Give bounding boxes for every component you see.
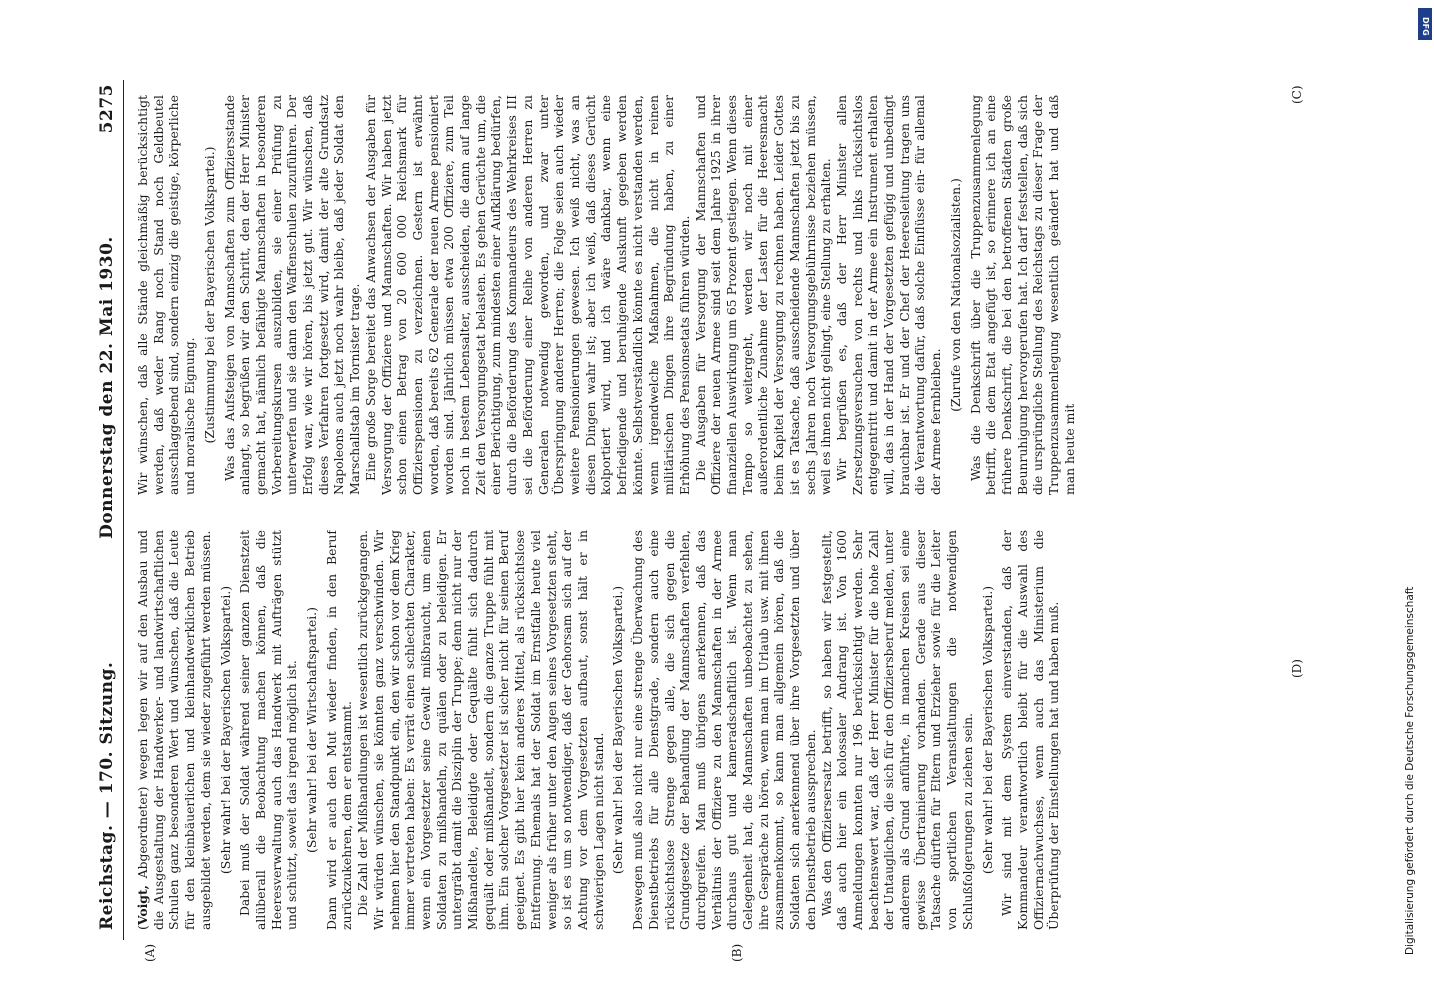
left-column [135, 530, 1245, 930]
right-paragraph-2: Was das Aufsteigen von Mannschaften zum Offiziersstande anlangt, so begrüßen wir den Schritt, den der Herr Minister gemacht hat, nämlich befähigte Mannschaften in besonderen Vorbereitungskursen auszubilden, sie einer Prüfung zu unterwerfen und sie dann den Waffenschulen zuzuführen. Der Erfolg war, wie wir hören, bis jetzt gut. Wir wünschen, daß dieses Verfahren fortgesetzt wird, damit der alte Grundsatz Napoleons auch jetzt noch wahr bleibe, daß jeder Soldat den Marschallstab im Tornister trage. [221, 95, 363, 495]
right-paragraph-6: Was die Denkschrift über die Truppenzusammenlegung betrifft, die dem Etat angefügt ist, so erinnere ich an eine frühere Denkschrift, die bei den betroffenen Städten große Beunruhigung hervorgerufen hat. Ich darf feststellen, daß sich die ursprüngliche Stellung des Reichstags zu dieser Frage der Truppenzusammenlegung wesentlich geändert hat und daß man heute mit [967, 95, 1077, 495]
header-rule [123, 80, 124, 940]
left-paragraph-5: Deswegen muß also nicht nur eine strenge Überwachung des Dienstbetriebs für alle Dienstgrade, sondern auch eine rücksichtslose Strenge gegen alle, die sich gegen die Grundgesetze der Behandlung der Mannschaften verfehlen, durchgreifen. Man muß übrigens anerkennen, daß das Verhältnis der Offiziere zu den Mannschaften in der Armee durchaus gut und kameradschaftlich ist. Wenn man Gelegenheit hat, die Mannschaften unbeobachtet zu sehen, ihre Gespräche zu hören, wenn man im Urlaub usw. mit ihnen zusammenkommt, so kann man allgemein hören, daß die Soldaten sich anerkennend über ihre Vorgesetzten und über den Dienstbetrieb aussprechen. [630, 530, 818, 930]
right-paragraph-1: Wir wünschen, daß alle Stände gleichmäßig berücksichtigt werden, daß weder Rang noch Stand noch Geldbeutel ausschlaggebend sind, sondern einzig die geistige, körperliche und moralische Eignung. [135, 95, 198, 495]
margin-mark-a: (A) [143, 943, 157, 962]
page-number: 5275 [97, 84, 117, 134]
speaker-role: Abgeordneter) [135, 786, 150, 879]
interjection: (Zurufe von den Nationalsozialisten.) [947, 178, 963, 412]
margin-mark-d: (D) [1290, 659, 1304, 678]
left-paragraph-7: Wir sind mit dem System einverstanden, daß der Kommandeur verantwortlich bleibt für die Auswahl des Offiziernachwuchses, wenn auch das Ministerium die Überprüfung der Einstellungen hat und haben muß. [999, 530, 1062, 930]
rotated-page [95, 80, 1325, 962]
left-paragraph-1: (Voigt, Abgeordneter) wegen legen wir auf den Ausbau und die Ausgestaltung der Handwerker- und landwirtschaftlichen Schulen ganz besonderen Wert und wünschen, daß die Leute für den kleinbäuerlichen und kleinhandwerklichen Betrieb ausgebildet werden, dem sie wieder zugeführt werden müssen. [135, 530, 213, 930]
digitization-credit: Digitalisierung gefördert durch die Deutsche Forschungsgemeinschaft [1404, 586, 1416, 955]
margin-mark-c: (C) [1290, 85, 1304, 104]
interjection: (Sehr wahr! bei der Bayerischen Volkspartei.) [217, 585, 233, 875]
dfg-logo: DFG [1418, 8, 1432, 40]
left-paragraph-2: Dabei muß der Soldat während seiner ganzen Dienstzeit allüberall die Beobachtung machen können, daß die Heeresverwaltung auch das Handwerk mit Aufträgen stützt und schützt, soweit das irgend möglich ist. [237, 530, 300, 930]
interjection: (Zustimmung bei der Bayerischen Volkspartei.) [201, 146, 217, 444]
interjection: (Sehr wahr! bei der Bayerischen Volkspartei.) [979, 585, 995, 875]
left-paragraph-3: Dann wird er auch den Mut wieder finden, in den Beruf zurückzukehren, dem er entstammt. [323, 530, 355, 930]
right-paragraph-3: Eine große Sorge bereitet das Anwachsen der Ausgaben für Versorgung der Offiziere und Mannschaften. Wir haben jetzt schon einen Betrag von 20 600 000 Reichsmark für Offizierspensionen zu verzeichnen. Gestern ist erwähnt worden, daß bereits 62 Generale der neuen Armee pensioniert worden sind. Jährlich müssen etwa 200 Offiziere, zum Teil noch in bestem Lebensalter, ausscheiden, die dann auf lange Zeit den Versorgungsetat belasten. Es gehen Gerüchte um, die einer Berichtigung, zum mindesten einer Aufklärung bedürfen, durch die Beförderung des Kommandeurs des Wehrkreises III sei die Beförderung einer Reihe von anderen Herren zu Generalen notwendig geworden, und zwar unter Überspringung anderer Herren; die Folge seien auch wieder weitere Pensionierungen gewesen. Ich weiß nicht, was an diesen Dingen wahr ist; aber ich weiß, daß dieses Gerücht kolportiert wird, und ich wäre dankbar, wenn eine befriedigende und beruhigende Auskunft gegeben werden könnte. Selbstverständlich könnte es nicht verstanden werden, wenn irgendwelche Maßnahmen, die nicht in reinen militärischen Dingen ihre Begründung haben, zu einer Erhöhung des Pensionsetats führen würden. [362, 95, 692, 495]
interjection: (Sehr wahr! bei der Bayerischen Volkspartei.) [610, 585, 626, 875]
margin-mark-b: (B) [730, 943, 744, 962]
left-paragraph-6: Was den Offiziersersatz betrifft, so haben wir festgestellt, daß auch hier ein kolossaler Andrang ist. Von 1600 Anmeldungen konnten nur 196 berücksichtigt werden. Sehr beachtenswert war, daß der Herr Minister für die hohe Zahl der Untauglichen, die sich für den Offiziersberuf melden, unter anderem als Grund anführte, in manchen Kreisen sei eine gewisse Übertrainierung vorhanden. Gerade aus dieser Tatsache dürften für Eltern und Erzieher sowie für die Leiter von sportlichen Veranstaltungen die notwendigen Schlußfolgerungen zu ziehen sein. [818, 530, 975, 930]
right-paragraph-5: Wir begrüßen es, daß der Herr Minister allen Zersetzungsversuchen von rechts und links rücksichtslos entgegentritt und damit in der Armee ein Instrument erhalten will, das in der Hand der Vorgesetzten gefügig und unbedingt brauchbar ist. Er und der Chef der Heeresleitung tragen uns die Verantwortung dafür, daß solche Einflüsse ein- für allemal der Armee fernbleiben. [833, 95, 944, 495]
interjection: (Sehr wahr! bei der Wirtschaftspartei.) [304, 607, 320, 853]
right-paragraph-4: Die Ausgaben für Versorgung der Mannschaften und Offiziere der neuen Armee sind seit dem Jahre 1925 in ihrer finanziellen Auswirkung um 65 Prozent gestiegen. Wenn dieses Tempo so weitergeht, werden wir noch mit einer außerordentliche Zunahme der Lasten für die Heeresmacht beim Kapitel der Versorgung zu rechnen haben. Leider Gottes ist es Tatsache, daß ausscheidende Mannschaften jetzt bis zu sechs Jahren noch Versorgungsgebührnisse beziehen müssen, weil es ihnen nicht gelingt, eine Stellung zu erhalten. [692, 95, 834, 495]
header-session-title: Reichstag. — 170. Sitzung. [97, 661, 117, 930]
page-header [95, 80, 121, 940]
header-date: Donnerstag den 22. Mai 1930. [97, 236, 117, 539]
left-paragraph-4: Die Zahl der Mißhandlungen ist wesentlich zurückgegangen. Wir würden wünschen, sie könnten ganz verschwinden. Wir nehmen hier den Standpunkt ein, den wir schon vor dem Krieg immer vertreten haben: Es verrät einen schlechten Charakter, wenn ein Vorgesetzter seine Gewalt mißbraucht, um einen Soldaten zu mißhandeln, zu quälen oder zu beleidigen. Er untergräbt damit die Disziplin der Truppe; denn nicht nur der Mißhandelte, Beleidigte oder Gequälte fühlt sich dadurch gequält oder mißhandelt, sondern die ganze Truppe fühlt mit ihm. Ein solcher Vorgesetzter ist sicher nicht für seinen Beruf geeignet. Es gibt hier kein anderes Mittel, als rücksichtslose Entfernung. Ehemals hat der Soldat im Ernstfalle heute viel weniger als früher unter den Augen seines Vorgesetzten steht, so ist es um so notwendiger, daß der Gehorsam sich auf der Achtung vor dem Vorgesetzten aufbaut, sonst hält er in schwierigen Lagen nicht stand. [355, 530, 606, 930]
right-column [135, 95, 1245, 495]
speaker-name: Voigt, [135, 885, 150, 926]
